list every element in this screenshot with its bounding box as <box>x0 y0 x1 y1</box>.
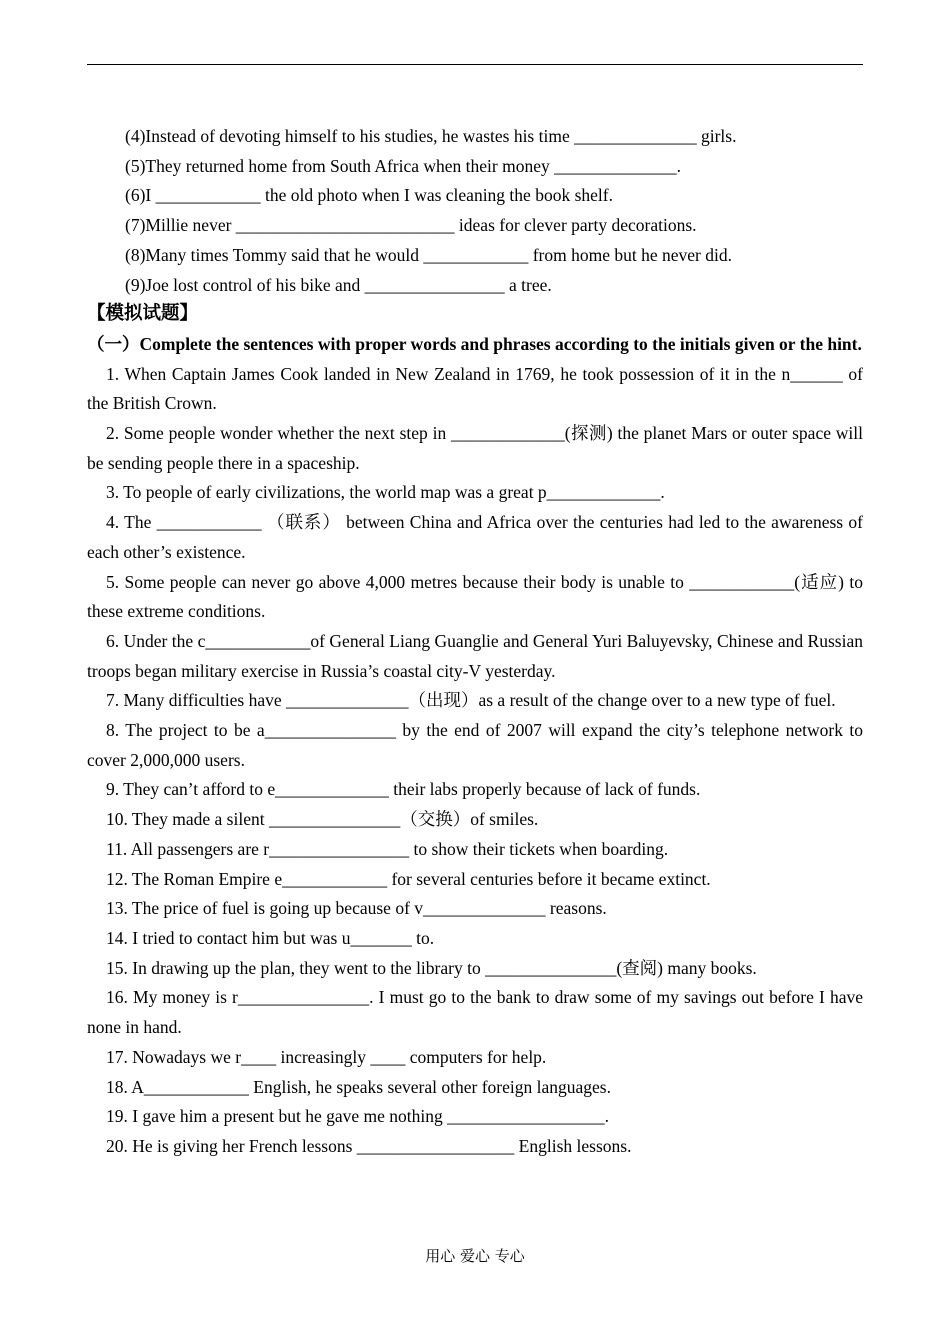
question-1: 1. When Captain James Cook landed in New Zealand in 1769, he took possession of it in the n______ of the British Crown. <box>87 363 863 414</box>
review-item-5: (5)They returned home from South Africa when their money ______________. <box>125 155 681 176</box>
question-2: 2. Some people wonder whether the next step in _____________(探测) the planet Mars or outer space will be sending people there in a spaceship. <box>87 423 863 473</box>
question-13: 13. The price of fuel is going up because of v______________ reasons. <box>106 898 607 919</box>
review-item-7: (7)Millie never _________________________ ideas for clever party decorations. <box>125 215 697 236</box>
review-item-9: (9)Joe lost control of his bike and ________________ a tree. <box>125 274 552 295</box>
question-17: 17. Nowadays we r____ increasingly ____ computers for help. <box>106 1046 547 1067</box>
header-rule <box>87 64 863 65</box>
question-6: 6. Under the c____________of General Liang Guanglie and General Yuri Baluyevsky, Chinese and Russian troops began military exercise in Russia’s coastal city-V yesterday. <box>87 630 863 681</box>
question-18: 18. A____________ English, he speaks several other foreign languages. <box>106 1076 611 1097</box>
question-3: 3. To people of early civilizations, the world map was a great p_____________. <box>106 482 665 503</box>
question-16: 16. My money is r_______________. I must go to the bank to draw some of my savings out before I have none in hand. <box>87 987 863 1038</box>
review-item-6: (6)I ____________ the old photo when I was cleaning the book shelf. <box>125 185 613 206</box>
question-10: 10. They made a silent _______________（交换）of smiles. <box>106 809 539 830</box>
question-5: 5. Some people can never go above 4,000 metres because their body is unable to ____________(适应) to these extreme conditions. <box>87 571 863 622</box>
question-20: 20. He is giving her French lessons __________________ English lessons. <box>106 1135 632 1156</box>
question-11: 11. All passengers are r________________ to show their tickets when boarding. <box>106 838 669 859</box>
question-14: 14. I tried to contact him but was u_______ to. <box>106 927 435 948</box>
review-item-8: (8)Many times Tommy said that he would ____________ from home but he never did. <box>125 244 732 265</box>
question-19: 19. I gave him a present but he gave me nothing __________________. <box>106 1106 610 1127</box>
exercise-instruction: （一）Complete the sentences with proper words and phrases according to the initials given or the hint. <box>87 333 862 354</box>
page-footer: 用心 爱心 专心 <box>425 1247 525 1265</box>
question-7: 7. Many difficulties have ______________（出现）as a result of the change over to a new type of fuel. <box>106 690 836 711</box>
page-content <box>87 122 863 1162</box>
question-9: 9. They can’t afford to e_____________ their labs properly because of lack of funds. <box>106 779 701 800</box>
question-15: 15. In drawing up the plan, they went to the library to _______________(查阅) many books. <box>106 957 757 978</box>
question-8: 8. The project to be a_______________ by the end of 2007 will expand the city’s telephone network to cover 2,000,000 users. <box>87 720 863 770</box>
question-4: 4. The ____________ （联系） between China and Africa over the centuries had led to the awareness of each other’s existence. <box>87 512 863 562</box>
review-item-4: (4)Instead of devoting himself to his studies, he wastes his time ______________ girls. <box>125 126 737 146</box>
question-12: 12. The Roman Empire e____________ for several centuries before it became extinct. <box>106 868 711 889</box>
section-heading: 【模拟试题】 <box>87 304 199 325</box>
